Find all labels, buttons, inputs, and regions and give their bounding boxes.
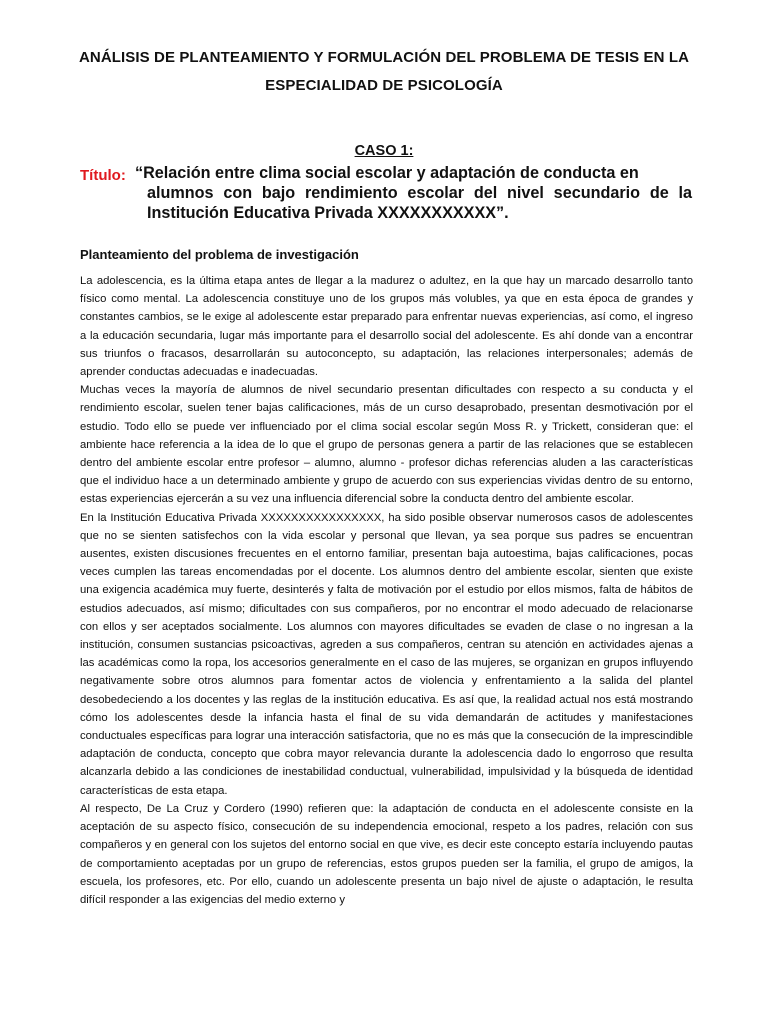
thesis-title [135, 163, 692, 223]
paragraph: Muchas veces la mayoría de alumnos de nivel secundario presentan dificultades con respecto a su conducta y el rendimiento escolar, suelen tener bajas calificaciones, más de un curso desaprobado, presentan desmotivación por el estudio. Todo ello se puede ver influenciado por el clima social escolar según Moss R. y Trickett, consideran que: el ambiente hace referencia a la idea de lo que el grupo de personas genera a partir de las relaciones que se establecen dentro del ambiente escolar entre profesor – alumno, alumno - profesor dichas referencias aluden a las características que el individuo hace a un determinado ambiente y grupo de acuerdo con sus experiencias vividas dentro de su entorno, estas experiencias ejercerán a su vez una influencia diferencial sobre la conducta dentro del ambiente escolar. [80, 384, 693, 506]
body-text [80, 272, 693, 909]
title-label: Título: [80, 167, 126, 184]
section-heading: Planteamiento del problema de investigación [80, 247, 359, 262]
thesis-title-line-2: alumnos con bajo rendimiento escolar del nivel secundario de la Institución Educativa Privada XXXXXXXXXXX”. [147, 184, 692, 222]
paragraph: Al respecto, De La Cruz y Cordero (1990) refieren que: la adaptación de conducta en el adolescente consiste en la aceptación de su aspecto físico, consecución de su independencia emocional, respeto a los padres, relación con sus compañeros y en general con los sujetos del entorno social en que vive, es decir este concepto estaría incluyendo pautas de comportamiento aceptadas por un grupo de referencias, estos grupos pueden ser la familia, el grupo de amigos, la escuela, los profesores, etc. Por ello, cuando un adolescente presenta un bajo nivel de ajuste o adaptación, le resulta difícil responder a las exigencias del medio externo y [80, 802, 693, 906]
paragraph: La adolescencia, es la última etapa antes de llegar a la madurez o adultez, en la que hay un marcado desarrollo tanto físico como mental. La adolescencia constituye uno de los grupos más volubles, ya que en esta época de grandes y constantes cambios, se le exige al adolescente estar preparado para enfrentar nuevas experiencias, así como, el ingreso a la educación secundaria, lugar más importante para el desarrollo social del adolescente. Es ahí donde van a encontrar sus triunfos o fracasos, desarrollarán su autoconcepto, su adaptación, las relaciones interpersonales; además de aprender conductas adecuadas e inadecuadas. [80, 275, 693, 379]
thesis-title-line-1: “Relación entre clima social escolar y adaptación de conducta en [135, 164, 639, 182]
paragraph: En la Institución Educativa Privada XXXXXXXXXXXXXXXX, ha sido posible observar numerosos casos de adolescentes que no se sienten satisfechos con la vida escolar y personal que llevan, ya sea porque sus padres se encuentran ausentes, existen discusiones frecuentes en el entorno familiar, presentan baja autoestima, bajas calificaciones, pocas veces cumplen las tareas encomendadas por el docente. Los alumnos dentro del ambiente escolar, sienten que existe una exigencia académica muy fuerte, desinterés y falta de motivación por el estudio por ellos mismos, falta de hábitos de estudios adecuados, así mismo; dificultades con sus compañeros, por no encontrar el modo adecuado de relacionarse con ellos y ser aceptados socialmente. Los alumnos con mayores dificultades se evaden de clase o no ingresan a la institución, consumen sustancias psicoactivas, agreden a sus compañeros, centran su atención en actividades ajenas a las académicas como la ropa, los accesorios generalmente en el caso de las mujeres, se organizan en grupos influyendo negativamente sobre otros alumnos para fomentar actos de violencia y enfrentamiento a la salida del plantel desobedeciendo a los docentes y las reglas de la institución educativa. Es así que, la realidad actual nos está mostrando cómo los adolescentes desde la infancia hasta el final de su vida demandarán de actitudes y manifestaciones conductuales específicas para lograr una interacción satisfactoria, que no es más que la consecución de la imprescindible adaptación de conducta, concepto que cobra mayor relevancia durante la adolescencia dado lo engorroso que resulta alcanzarla debido a las condiciones de inestabilidad conductual, vulnerabilidad, impulsividad y la búsqueda de identidad características de esta etapa. [80, 511, 693, 797]
case-label: CASO 1: [354, 143, 414, 159]
document-title: ANÁLISIS DE PLANTEAMIENTO Y FORMULACIÓN DEL PROBLEMA DE TESIS EN LA ESPECIALIDAD DE PSICOLOGÍA [78, 49, 690, 94]
